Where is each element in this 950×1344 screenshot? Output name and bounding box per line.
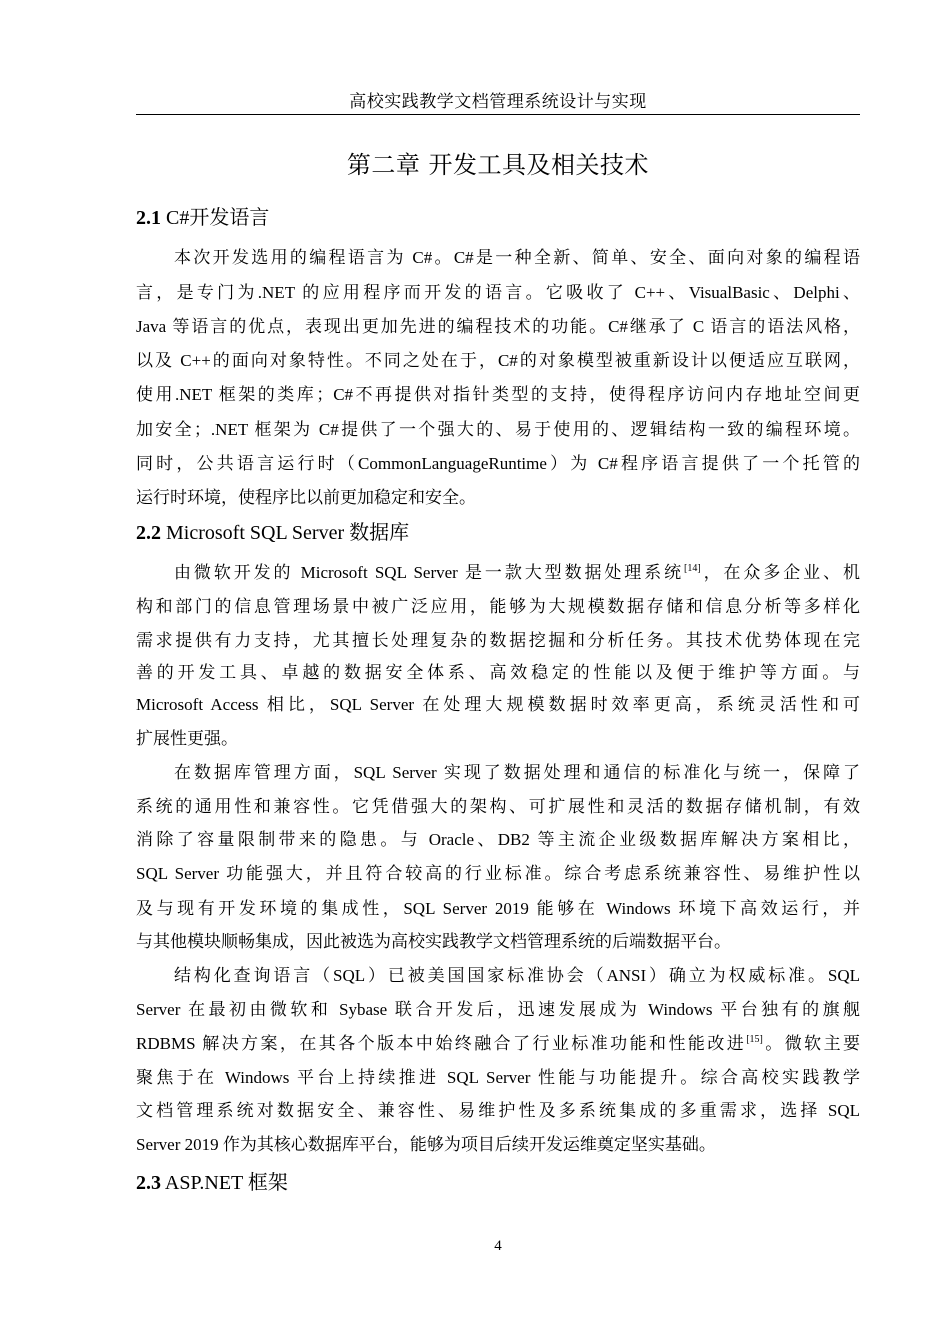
paragraph-line: 以及 C++的面向对象特性。不同之处在于，C#的对象模型被重新设计以便适应互联网，	[136, 351, 860, 370]
paragraph-line: 同时，公共语言运行时（CommonLanguageRuntime）为 C#程序语言提供了一个托管的	[136, 454, 860, 473]
section-number: 2.1	[136, 207, 161, 229]
citation: [14]	[684, 563, 701, 574]
paragraph-line: 本次开发选用的编程语言为 C#。C#是一种全新、简单、安全、面向对象的编程语	[174, 248, 860, 267]
paragraph-line: 构和部门的信息管理场景中被广泛应用，能够为大规模数据存储和信息分析等多样化	[136, 597, 860, 616]
section-number: 2.3	[136, 1172, 161, 1194]
paragraph-line: 扩展性更强。	[136, 729, 238, 748]
text-run: ，在众多企业、机	[700, 563, 860, 582]
page-number: 4	[494, 1238, 502, 1254]
section-number: 2.2	[136, 522, 161, 544]
paragraph-line: 在数据库管理方面，SQL Server 实现了数据处理和通信的标准化与统一，保障了	[174, 763, 860, 782]
section-title: Microsoft SQL Server 数据库	[166, 522, 410, 544]
paragraph-line: 需求提供有力支持，尤其擅长处理复杂的数据挖掘和分析任务。其技术优势体现在完	[136, 631, 860, 650]
section-title: C#开发语言	[166, 207, 270, 229]
paragraph-line: 善的开发工具、卓越的数据安全体系、高效稳定的性能以及便于维护等方面。与	[136, 663, 860, 682]
paragraph-line: 聚焦于在 Windows 平台上持续推进 SQL Server 性能与功能提升。综合高校实践教学	[136, 1068, 860, 1087]
citation: [15]	[746, 1034, 763, 1045]
paragraph-line: 加安全；.NET 框架为 C#提供了一个强大的、易于使用的、逻辑结构一致的编程环境。	[136, 420, 860, 439]
paragraph-line	[136, 1032, 860, 1056]
paragraph-line: Microsoft Access 相比，SQL Server 在处理大规模数据时效率更高，系统灵活性和可	[136, 695, 860, 714]
paragraph-line: Java 等语言的优点，表现出更加先进的编程技术的功能。C#继承了 C 语言的语法风格，	[136, 317, 860, 336]
paragraph-line: 运行时环境，使程序比以前更加稳定和安全。	[136, 488, 476, 507]
paragraph-line: SQL Server 功能强大，并且符合较高的行业标准。综合考虑系统兼容性、易维护性以	[136, 864, 860, 883]
paragraph-line: 与其他模块顺畅集成，因此被选为高校实践教学文档管理系统的后端数据平台。	[136, 932, 731, 951]
section-heading-2-2	[136, 518, 860, 548]
paragraph-line: 结构化查询语言（SQL）已被美国国家标准协会（ANSI）确立为权威标准。SQL	[174, 966, 860, 985]
paragraph-line: 及与现有开发环境的集成性，SQL Server 2019 能够在 Windows 环境下高效运行，并	[136, 899, 860, 918]
paragraph-line: 言，是专门为.NET 的应用程序而开发的语言。它吸收了 C++、VisualBasic、Delphi、	[136, 283, 860, 302]
chapter-title: 第二章 开发工具及相关技术	[346, 151, 650, 179]
text-run: 。微软主要	[762, 1034, 860, 1053]
header-rule	[136, 114, 860, 115]
paragraph-line: 消除了容量限制带来的隐患。与 Oracle、DB2 等主流企业级数据库解决方案相比，	[136, 830, 860, 849]
paragraph-line: Server 在最初由微软和 Sybase 联合开发后，迅速发展成为 Windows 平台独有的旗舰	[136, 1000, 860, 1019]
paragraph-line: Server 2019 作为其核心数据库平台，能够为项目后续开发运维奠定坚实基础。	[136, 1135, 716, 1154]
text-run: RDBMS 解决方案，在其各个版本中始终融合了行业标准功能和性能改进	[136, 1034, 747, 1053]
section-heading-2-3	[136, 1168, 860, 1198]
paragraph-line: 文档管理系统对数据安全、兼容性、易维护性及多系统集成的多重需求，选择 SQL	[136, 1101, 860, 1120]
paragraph-line	[174, 561, 860, 585]
paragraph-line: 系统的通用性和兼容性。它凭借强大的架构、可扩展性和灵活的数据存储机制，有效	[136, 797, 860, 816]
text-run: 由微软开发的 Microsoft SQL Server 是一款大型数据处理系统	[174, 563, 685, 582]
paragraph-line: 使用.NET 框架的类库；C#不再提供对指针类型的支持，使得程序访问内存地址空间更	[136, 385, 860, 404]
section-title: ASP.NET 框架	[164, 1172, 288, 1194]
section-heading-2-1	[136, 203, 860, 233]
running-header: 高校实践教学文档管理系统设计与实现	[349, 92, 647, 111]
